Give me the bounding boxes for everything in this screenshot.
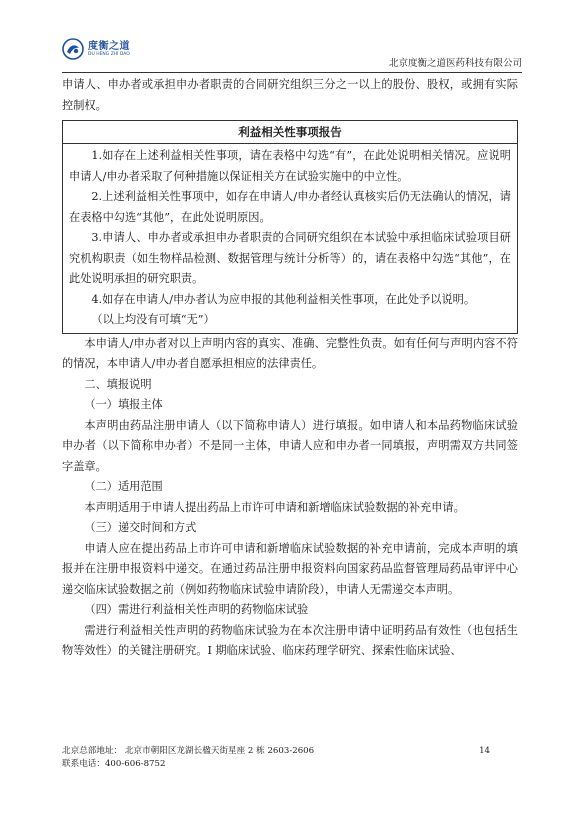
logo-emblem-icon bbox=[62, 38, 84, 60]
paragraph-subject: 本声明由药品注册申请人（以下简称申请人）进行填报。如申请人和本品药物临床试验申办者（以下简称申办者）不是同一主体，申请人应和申办者一同填报，声明需双方共同签字盖章。 bbox=[62, 418, 518, 473]
page-header bbox=[62, 38, 522, 73]
section-heading-2: 二、填报说明 bbox=[84, 377, 152, 391]
box-title: 利益相关性事项报告 bbox=[63, 121, 517, 144]
paragraph-timing: 申请人应在提出药品上市许可申请和新增临床试验数据的补充申请前，完成本声明的填报并在注册申报资料中递交。在通过药品注册申报资料向国家药品监督管理局药品审评中心递交临床试验数据之前（例如药物临床试验申请阶段），申请人无需递交本声明。 bbox=[62, 541, 518, 596]
box-body bbox=[63, 144, 517, 333]
intro-paragraph: 申请人、申办者或承担申办者职责的合同研究组织三分之一以上的股份、股权，或拥有实际控制权。 bbox=[62, 78, 518, 112]
footer-address: 北京总部地址： 北京市朝阳区龙湖长楹天街星座 2 栋 2603-2606 bbox=[62, 746, 315, 756]
box-item-1: 1.如存在上述利益相关性事项，请在表格中勾选“有”，在此处说明相关情况。应说明申请人/申办者采取了何种措施以保证相关方在试验实施中的中立性。 bbox=[69, 149, 511, 183]
paragraph-trials: 需进行利益相关性声明的药物临床试验为在本次注册申请中证明药品有效性（也包括生物等效性）的关键注册研究。I 期临床试验、临床药理学研究、探索性临床试验、 bbox=[62, 623, 518, 657]
interest-report-box bbox=[62, 120, 518, 334]
company-logo bbox=[62, 38, 130, 60]
footer-phone: 联系电话：400-606-8752 bbox=[62, 759, 166, 769]
box-item-2: 2.上述利益相关性事项中，如存在申请人/申办者经认真核实后仍无法确认的情况，请在表格中勾选“其他”，在此处说明原因。 bbox=[69, 190, 511, 224]
subheading-2: （二）适用范围 bbox=[84, 480, 163, 493]
subheading-3: （三）递交时间和方式 bbox=[84, 521, 197, 534]
subheading-4: （四）需进行利益相关性声明的药物临床试验 bbox=[84, 603, 309, 616]
page-number: 14 bbox=[479, 746, 490, 756]
box-item-4: 4.如存在申请人/申办者认为应申报的其他利益相关性事项，在此处予以说明。 bbox=[91, 292, 476, 306]
responsibility-paragraph: 本申请人/申办者对以上声明内容的真实、准确、完整性负责。如有任何与声明内容不符的情况，本申请人/申办者自愿承担相应的法律责任。 bbox=[62, 336, 518, 370]
logo-subtext: DU HENG ZHI DAO bbox=[88, 51, 130, 57]
company-name: 北京度衡之道医药科技有限公司 bbox=[388, 58, 522, 69]
box-item-3: 3.申请人、申办者或承担申办者职责的合同研究组织在本试验中承担临床试验项目研究机构职责（如生物样品检测、数据管理与统计分析等）的，请在表格中勾选“其他”，在此处说明承担的研究职责。 bbox=[69, 231, 511, 285]
page-footer bbox=[62, 745, 522, 771]
paragraph-scope: 本声明适用于申请人提出药品上市许可申请和新增临床试验数据的补充申请。 bbox=[84, 500, 465, 514]
logo-text: 度衡之道 bbox=[88, 40, 130, 52]
document-body bbox=[62, 75, 518, 662]
subheading-1: （一）填报主体 bbox=[84, 398, 163, 411]
box-note: （以上均没有可填“无”） bbox=[91, 313, 215, 326]
